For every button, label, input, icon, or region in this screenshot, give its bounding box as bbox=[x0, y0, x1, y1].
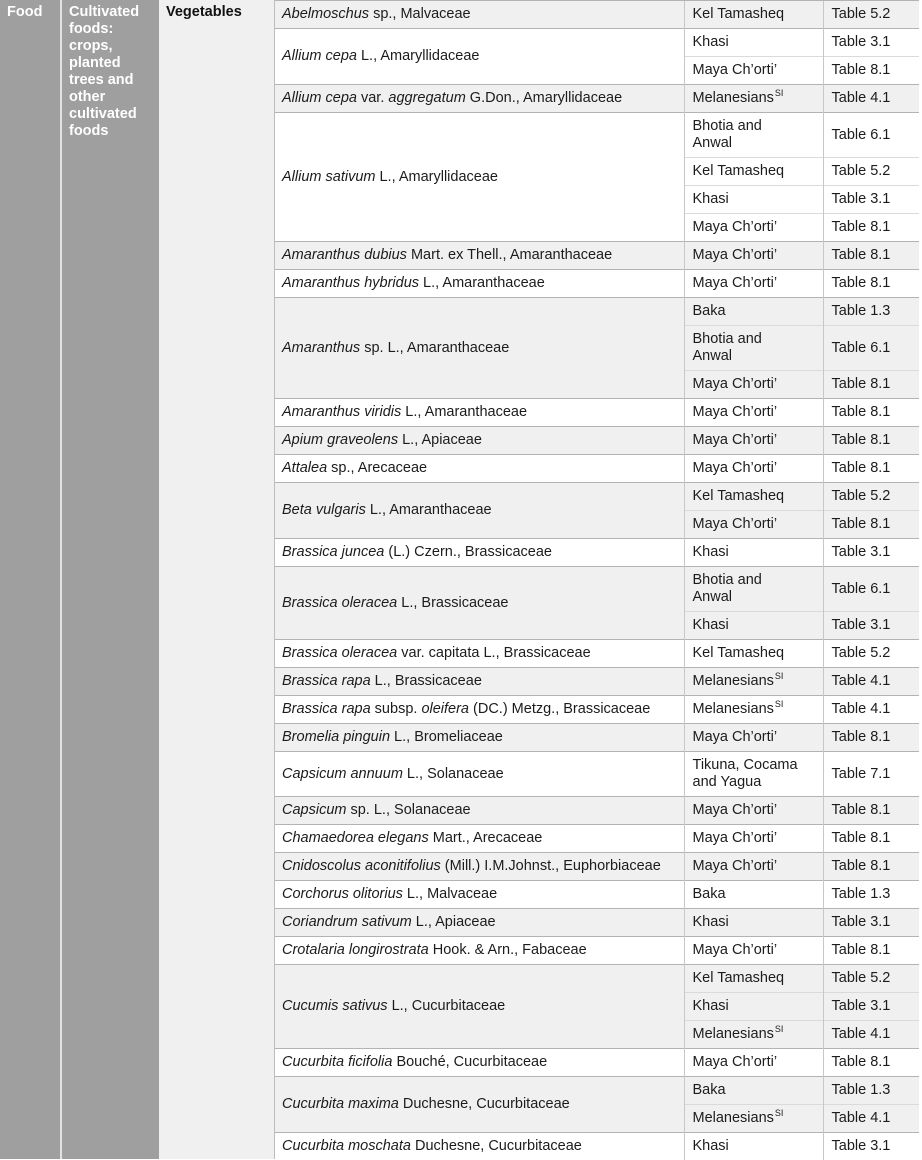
species-cell: Attalea sp., Arecaceae bbox=[275, 455, 684, 483]
people-superscript: SI bbox=[775, 88, 784, 98]
table-ref-cell: Table 5.2 bbox=[823, 640, 919, 668]
table-ref-cell: Table 4.1 bbox=[823, 696, 919, 724]
species-cell: Allium cepa var. aggregatum G.Don., Amaryllidaceae bbox=[275, 85, 684, 113]
people-cell: Maya Ch’orti’ bbox=[684, 270, 823, 298]
species-cell: Cucurbita ficifolia Bouché, Cucurbitaceae bbox=[275, 1049, 684, 1077]
species-cell: Cucurbita maxima Duchesne, Cucurbitaceae bbox=[275, 1077, 684, 1133]
species-cell: Allium cepa L., Amaryllidaceae bbox=[275, 29, 684, 85]
table-row bbox=[275, 1133, 919, 1160]
table-row bbox=[275, 825, 919, 853]
people-cell: Maya Ch’orti’ bbox=[684, 511, 823, 539]
table-ref-cell: Table 8.1 bbox=[823, 371, 919, 399]
table-ref-cell: Table 3.1 bbox=[823, 539, 919, 567]
people-cell: Maya Ch’orti’ bbox=[684, 853, 823, 881]
table-row bbox=[275, 724, 919, 752]
people-cell: Kel Tamasheq bbox=[684, 1, 823, 29]
table-ref-cell: Table 1.3 bbox=[823, 881, 919, 909]
people-superscript: SI bbox=[775, 1024, 784, 1034]
table-row bbox=[275, 853, 919, 881]
people-cell: Maya Ch’orti’ bbox=[684, 797, 823, 825]
species-cell: Cnidoscolus aconitifolius (Mill.) I.M.Johnst., Euphorbiaceae bbox=[275, 853, 684, 881]
table-ref-cell: Table 8.1 bbox=[823, 511, 919, 539]
species-cell: Coriandrum sativum L., Apiaceae bbox=[275, 909, 684, 937]
table-row bbox=[275, 696, 919, 724]
people-cell: Melanesians$^{SI}$ bbox=[684, 1105, 823, 1133]
species-cell: Corchorus olitorius L., Malvaceae bbox=[275, 881, 684, 909]
table-row bbox=[275, 937, 919, 965]
people-cell: Maya Ch’orti’ bbox=[684, 427, 823, 455]
species-cell: Bromelia pinguin L., Bromeliaceae bbox=[275, 724, 684, 752]
table-ref-cell: Table 8.1 bbox=[823, 937, 919, 965]
table-ref-cell: Table 4.1 bbox=[823, 1021, 919, 1049]
people-cell: Khasi bbox=[684, 993, 823, 1021]
table-row bbox=[275, 640, 919, 668]
table-row bbox=[275, 909, 919, 937]
table-row bbox=[275, 881, 919, 909]
table-row bbox=[275, 483, 919, 511]
people-cell: Maya Ch’orti’ bbox=[684, 57, 823, 85]
table-ref-cell: Table 6.1 bbox=[823, 326, 919, 371]
people-cell: Tikuna, Cocama and Yagua bbox=[684, 752, 823, 797]
people-cell: Melanesians$^{SI}$ bbox=[684, 85, 823, 113]
species-cell: Brassica rapa subsp. oleifera (DC.) Metzg., Brassicaceae bbox=[275, 696, 684, 724]
species-cell: Crotalaria longirostrata Hook. & Arn., Fabaceae bbox=[275, 937, 684, 965]
cultivated-foods-label: Cultivated foods: crops, planted trees and other cultivated foods bbox=[62, 0, 159, 140]
people-cell: Maya Ch’orti’ bbox=[684, 214, 823, 242]
cultivated-foods-column bbox=[62, 0, 159, 1159]
table-ref-cell: Table 8.1 bbox=[823, 853, 919, 881]
people-cell: Baka bbox=[684, 1077, 823, 1105]
people-cell: Maya Ch’orti’ bbox=[684, 399, 823, 427]
table-ref-cell: Table 8.1 bbox=[823, 797, 919, 825]
species-cell: Brassica oleracea L., Brassicaceae bbox=[275, 567, 684, 640]
food-category-label: Food bbox=[0, 0, 60, 21]
table-row bbox=[275, 399, 919, 427]
table-ref-cell: Table 3.1 bbox=[823, 1133, 919, 1160]
table-ref-cell: Table 8.1 bbox=[823, 399, 919, 427]
people-cell: Kel Tamasheq bbox=[684, 965, 823, 993]
table-row bbox=[275, 1, 919, 29]
table-ref-cell: Table 6.1 bbox=[823, 567, 919, 612]
species-cell: Amaranthus hybridus L., Amaranthaceae bbox=[275, 270, 684, 298]
vegetables-column bbox=[159, 0, 275, 1159]
table-ref-cell: Table 4.1 bbox=[823, 85, 919, 113]
people-cell: Kel Tamasheq bbox=[684, 640, 823, 668]
species-cell: Amaranthus dubius Mart. ex Thell., Amaranthaceae bbox=[275, 242, 684, 270]
table-row bbox=[275, 427, 919, 455]
table-ref-cell: Table 5.2 bbox=[823, 483, 919, 511]
table-ref-cell: Table 1.3 bbox=[823, 1077, 919, 1105]
table-row bbox=[275, 242, 919, 270]
species-cell: Brassica oleracea var. capitata L., Brassicaceae bbox=[275, 640, 684, 668]
table-ref-cell: Table 8.1 bbox=[823, 242, 919, 270]
people-cell: Baka bbox=[684, 298, 823, 326]
table-row bbox=[275, 29, 919, 57]
table-row bbox=[275, 1049, 919, 1077]
table-ref-cell: Table 1.3 bbox=[823, 298, 919, 326]
table-ref-cell: Table 8.1 bbox=[823, 270, 919, 298]
table-ref-cell: Table 5.2 bbox=[823, 1, 919, 29]
people-cell: Maya Ch’orti’ bbox=[684, 1049, 823, 1077]
species-cell: Brassica rapa L., Brassicaceae bbox=[275, 668, 684, 696]
people-cell: Khasi bbox=[684, 29, 823, 57]
table-row bbox=[275, 668, 919, 696]
people-cell: Melanesians$^{SI}$ bbox=[684, 668, 823, 696]
people-cell: Bhotia and Anwal bbox=[684, 326, 823, 371]
table-ref-cell: Table 3.1 bbox=[823, 993, 919, 1021]
people-cell: Maya Ch’orti’ bbox=[684, 242, 823, 270]
people-superscript: SI bbox=[775, 671, 784, 681]
people-cell: Kel Tamasheq bbox=[684, 483, 823, 511]
table-row bbox=[275, 113, 919, 158]
food-category-column bbox=[0, 0, 62, 1159]
table-ref-cell: Table 8.1 bbox=[823, 427, 919, 455]
table-ref-cell: Table 7.1 bbox=[823, 752, 919, 797]
vegetables-label: Vegetables bbox=[159, 0, 274, 21]
table-row bbox=[275, 965, 919, 993]
table-ref-cell: Table 3.1 bbox=[823, 29, 919, 57]
table-ref-cell: Table 8.1 bbox=[823, 825, 919, 853]
people-cell: Maya Ch’orti’ bbox=[684, 371, 823, 399]
table-row bbox=[275, 85, 919, 113]
species-cell: Abelmoschus sp., Malvaceae bbox=[275, 1, 684, 29]
people-superscript: SI bbox=[775, 1108, 784, 1118]
people-cell: Maya Ch’orti’ bbox=[684, 937, 823, 965]
table-ref-cell: Table 8.1 bbox=[823, 455, 919, 483]
table-ref-cell: Table 3.1 bbox=[823, 612, 919, 640]
species-cell: Amaranthus sp. L., Amaranthaceae bbox=[275, 298, 684, 399]
people-cell: Maya Ch’orti’ bbox=[684, 724, 823, 752]
species-cell: Apium graveolens L., Apiaceae bbox=[275, 427, 684, 455]
table-row bbox=[275, 797, 919, 825]
people-cell: Kel Tamasheq bbox=[684, 158, 823, 186]
table-ref-cell: Table 8.1 bbox=[823, 214, 919, 242]
table-row bbox=[275, 270, 919, 298]
table-row bbox=[275, 455, 919, 483]
table-ref-cell: Table 5.2 bbox=[823, 158, 919, 186]
species-cell: Cucurbita moschata Duchesne, Cucurbitaceae bbox=[275, 1133, 684, 1160]
species-cell: Brassica juncea (L.) Czern., Brassicaceae bbox=[275, 539, 684, 567]
table-ref-cell: Table 3.1 bbox=[823, 186, 919, 214]
species-cell: Cucumis sativus L., Cucurbitaceae bbox=[275, 965, 684, 1049]
species-cell: Amaranthus viridis L., Amaranthaceae bbox=[275, 399, 684, 427]
table-row bbox=[275, 752, 919, 797]
species-cell: Beta vulgaris L., Amaranthaceae bbox=[275, 483, 684, 539]
people-cell: Khasi bbox=[684, 1133, 823, 1160]
people-cell: Khasi bbox=[684, 539, 823, 567]
people-cell: Khasi bbox=[684, 909, 823, 937]
species-cell: Allium sativum L., Amaryllidaceae bbox=[275, 113, 684, 242]
people-cell: Melanesians$^{SI}$ bbox=[684, 696, 823, 724]
table-ref-cell: Table 8.1 bbox=[823, 1049, 919, 1077]
people-cell: Maya Ch’orti’ bbox=[684, 825, 823, 853]
table-ref-cell: Table 6.1 bbox=[823, 113, 919, 158]
people-cell: Melanesians$^{SI}$ bbox=[684, 1021, 823, 1049]
table-ref-cell: Table 4.1 bbox=[823, 1105, 919, 1133]
people-cell: Khasi bbox=[684, 612, 823, 640]
table-row bbox=[275, 298, 919, 326]
table-ref-cell: Table 5.2 bbox=[823, 965, 919, 993]
people-superscript: SI bbox=[775, 699, 784, 709]
species-cell: Capsicum sp. L., Solanaceae bbox=[275, 797, 684, 825]
species-table-container bbox=[275, 0, 922, 1159]
people-cell: Maya Ch’orti’ bbox=[684, 455, 823, 483]
table-ref-cell: Table 3.1 bbox=[823, 909, 919, 937]
people-cell: Bhotia and Anwal bbox=[684, 113, 823, 158]
species-cell: Capsicum annuum L., Solanaceae bbox=[275, 752, 684, 797]
species-table bbox=[275, 0, 919, 1160]
table-ref-cell: Table 8.1 bbox=[823, 57, 919, 85]
table-ref-cell: Table 4.1 bbox=[823, 668, 919, 696]
table-row bbox=[275, 539, 919, 567]
people-cell: Bhotia and Anwal bbox=[684, 567, 823, 612]
people-cell: Khasi bbox=[684, 186, 823, 214]
table-row bbox=[275, 1077, 919, 1105]
table-ref-cell: Table 8.1 bbox=[823, 724, 919, 752]
species-cell: Chamaedorea elegans Mart., Arecaceae bbox=[275, 825, 684, 853]
people-cell: Baka bbox=[684, 881, 823, 909]
table-row bbox=[275, 567, 919, 612]
